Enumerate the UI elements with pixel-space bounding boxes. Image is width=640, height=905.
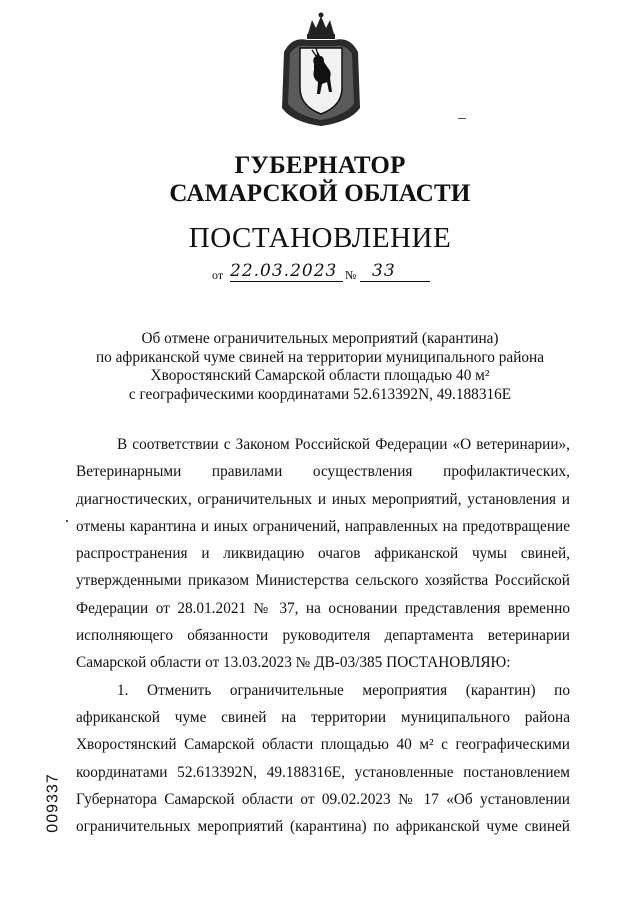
body-line: диагностических, ограничительных и иных мероприятий, установления и [76,490,570,508]
body-line: распространения и ликвидацию очагов африканской чумы свиней, [76,545,570,563]
document-title [60,330,580,404]
body-line: утвержденными приказом Министерства сельского хозяйства Российской [76,572,570,590]
body-line: африканской чуме свиней на территории муниципального района [76,708,570,726]
title-line: Об отмене ограничительных мероприятий (карантина) [141,330,499,347]
stamp-number: 009337 [44,773,62,833]
title-line: с географическими координатами 52.613392N, 49.188316E [128,385,512,403]
issuer-title-line2: САМАРСКОЙ ОБЛАСТИ [169,180,471,207]
samara-coat-of-arms-icon [278,12,364,128]
body-line: исполняющего обязанности руководителя департамента ветеринарии [76,627,570,645]
body-line: Губернатора Самарской области от 09.02.2023 № 17 «Об установлении [76,790,570,808]
body-line: В соответствии с Законом Российской Федерации «О ветеринарии», [117,436,570,453]
document-body [76,431,570,840]
scan-mark [66,520,68,522]
body-line: отмены карантина и иных ограничений, направленных на предотвращение [76,517,570,535]
title-line: по африканской чуме свиней на территории муниципального района [95,348,545,366]
handwritten-date: 22.03.2023 [230,261,338,281]
body-line: Федерации от 28.01.2021 № 37, на основании представления временно [76,599,570,617]
margin-registration-stamp [44,770,70,840]
number-prefix: № [345,268,357,282]
document-type: ПОСТАНОВЛЕНИЕ [188,222,452,254]
issuer-title-line1: ГУБЕРНАТОР [234,152,406,179]
body-line: Ветеринарными правилами осуществления профилактических, [76,463,570,481]
body-line: ограничительных мероприятий (карантина) по африканской чуме свиней [76,818,570,836]
number-underline [360,281,430,282]
body-line: Самарской области от 13.03.2023 № ДВ-03/385 ПОСТАНОВЛЯЮ: [76,654,511,672]
date-prefix: от [212,268,224,282]
title-line: Хворостянский Самарской области площадью 40 м² [150,367,490,384]
date-underline [230,281,343,282]
body-line: Хворостянский Самарской области площадью 40 м² с географическими [76,736,570,754]
body-line: координатами 52.613392N, 49.188316E, установленные постановлением [76,763,570,781]
date-number-line [212,262,442,286]
handwritten-number: 33 [372,261,396,281]
body-line: 1. Отменить ограничительные мероприятия (карантин) по [117,681,570,699]
scan-mark [458,118,466,119]
